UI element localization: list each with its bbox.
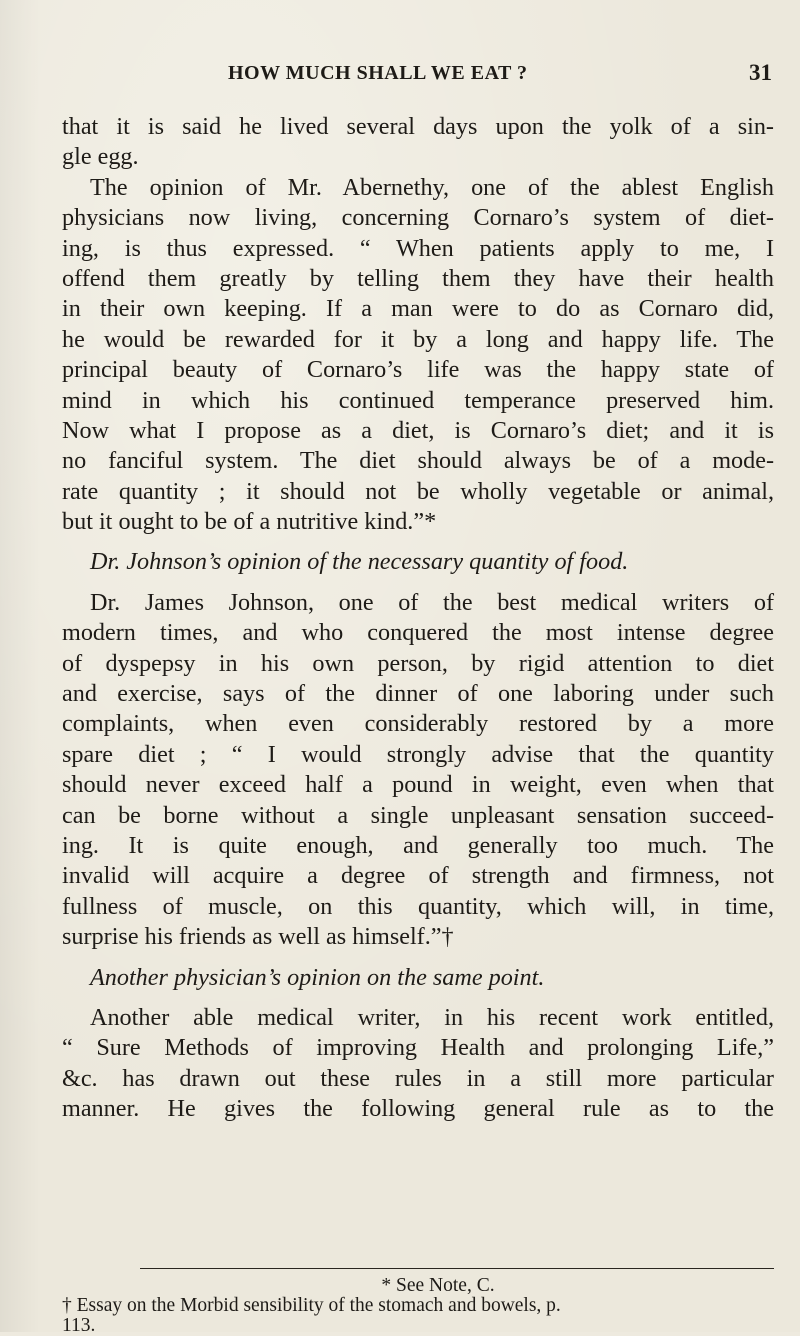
footnote-divider [140,1268,774,1269]
text-line: offend them greatly by telling them they have their health [62,264,774,292]
text-line: of dyspepsy in his own person, by rigid attention to diet [62,649,774,677]
text-line: The opinion of Mr. Abernethy, one of the ablest English [90,173,774,201]
text-line: &c. has drawn out these rules in a still more particular [62,1064,774,1092]
text-line: fullness of muscle, on this quantity, which will, in time, [62,892,774,920]
text-line: rate quantity ; it should not be wholly vegetable or animal, [62,477,774,505]
section-heading: Dr. Johnson’s opinion of the necessary quantity of food. [90,548,629,576]
page-header [0,62,800,92]
text-line: in their own keeping. If a man were to do as Cornaro did, [62,295,774,323]
footnotes [62,1276,774,1336]
running-title: HOW MUCH SHALL WE EAT ? [228,62,528,84]
text-line: Dr. James Johnson, one of the best medical writers of [90,588,774,616]
text-line: complaints, when even considerably restored by a more [62,710,774,738]
text-line: Another able medical writer, in his recent work entitled, [90,1003,774,1031]
text-line: mind in which his continued temperance preserved him. [62,386,774,414]
text-line: Now what I propose as a diet, is Cornaro’s diet; and it is [62,416,774,444]
text-line: modern times, and who conquered the most intense degree [62,619,774,647]
section-heading: Another physician’s opinion on the same point. [90,963,545,991]
text-line: that it is said he lived several days upon the yolk of a sin- [62,113,774,140]
footnote-line: * See Note, C. [381,1275,495,1296]
paragraph-gap [62,953,774,963]
text-line: manner. He gives the following general rule as to the [62,1095,774,1123]
text-line: should never exceed half a pound in weight, even when that [62,771,774,799]
text-line: physicians now living, concerning Cornaro’s system of diet- [62,204,774,232]
footnote-line: † Essay on the Morbid sensibility of the stomach and bowels, p. [62,1295,561,1316]
text-line: no fanciful system. The diet should always be of a mode- [62,447,774,475]
text-line: gle egg. [62,143,139,171]
text-line: but it ought to be of a nutritive kind.”* [62,508,437,536]
text-line: principal beauty of Cornaro’s life was the happy state of [62,356,774,384]
text-line: surprise his friends as well as himself.”† [62,923,454,951]
text-line: invalid will acquire a degree of strength and firmness, not [62,862,774,890]
text-line: ing, is thus expressed. “ When patients apply to me, I [62,234,774,262]
text-line: can be borne without a single unpleasant sensation succeed- [62,801,774,829]
body-text [62,112,774,1125]
page-number: 31 [749,60,772,85]
text-line: he would be rewarded for it by a long and happy life. The [62,325,774,353]
text-line: “ Sure Methods of improving Health and prolonging Life,” [62,1034,774,1062]
text-line: spare diet ; “ I would strongly advise that the quantity [62,740,774,768]
paragraph-gap [62,993,774,1003]
paragraph-gap [62,537,774,547]
text-line: ing. It is quite enough, and generally too much. The [62,831,774,859]
text-line: and exercise, says of the dinner of one laboring under such [62,680,774,708]
paragraph-gap [62,578,774,588]
footnote-line: 113. [62,1315,96,1336]
